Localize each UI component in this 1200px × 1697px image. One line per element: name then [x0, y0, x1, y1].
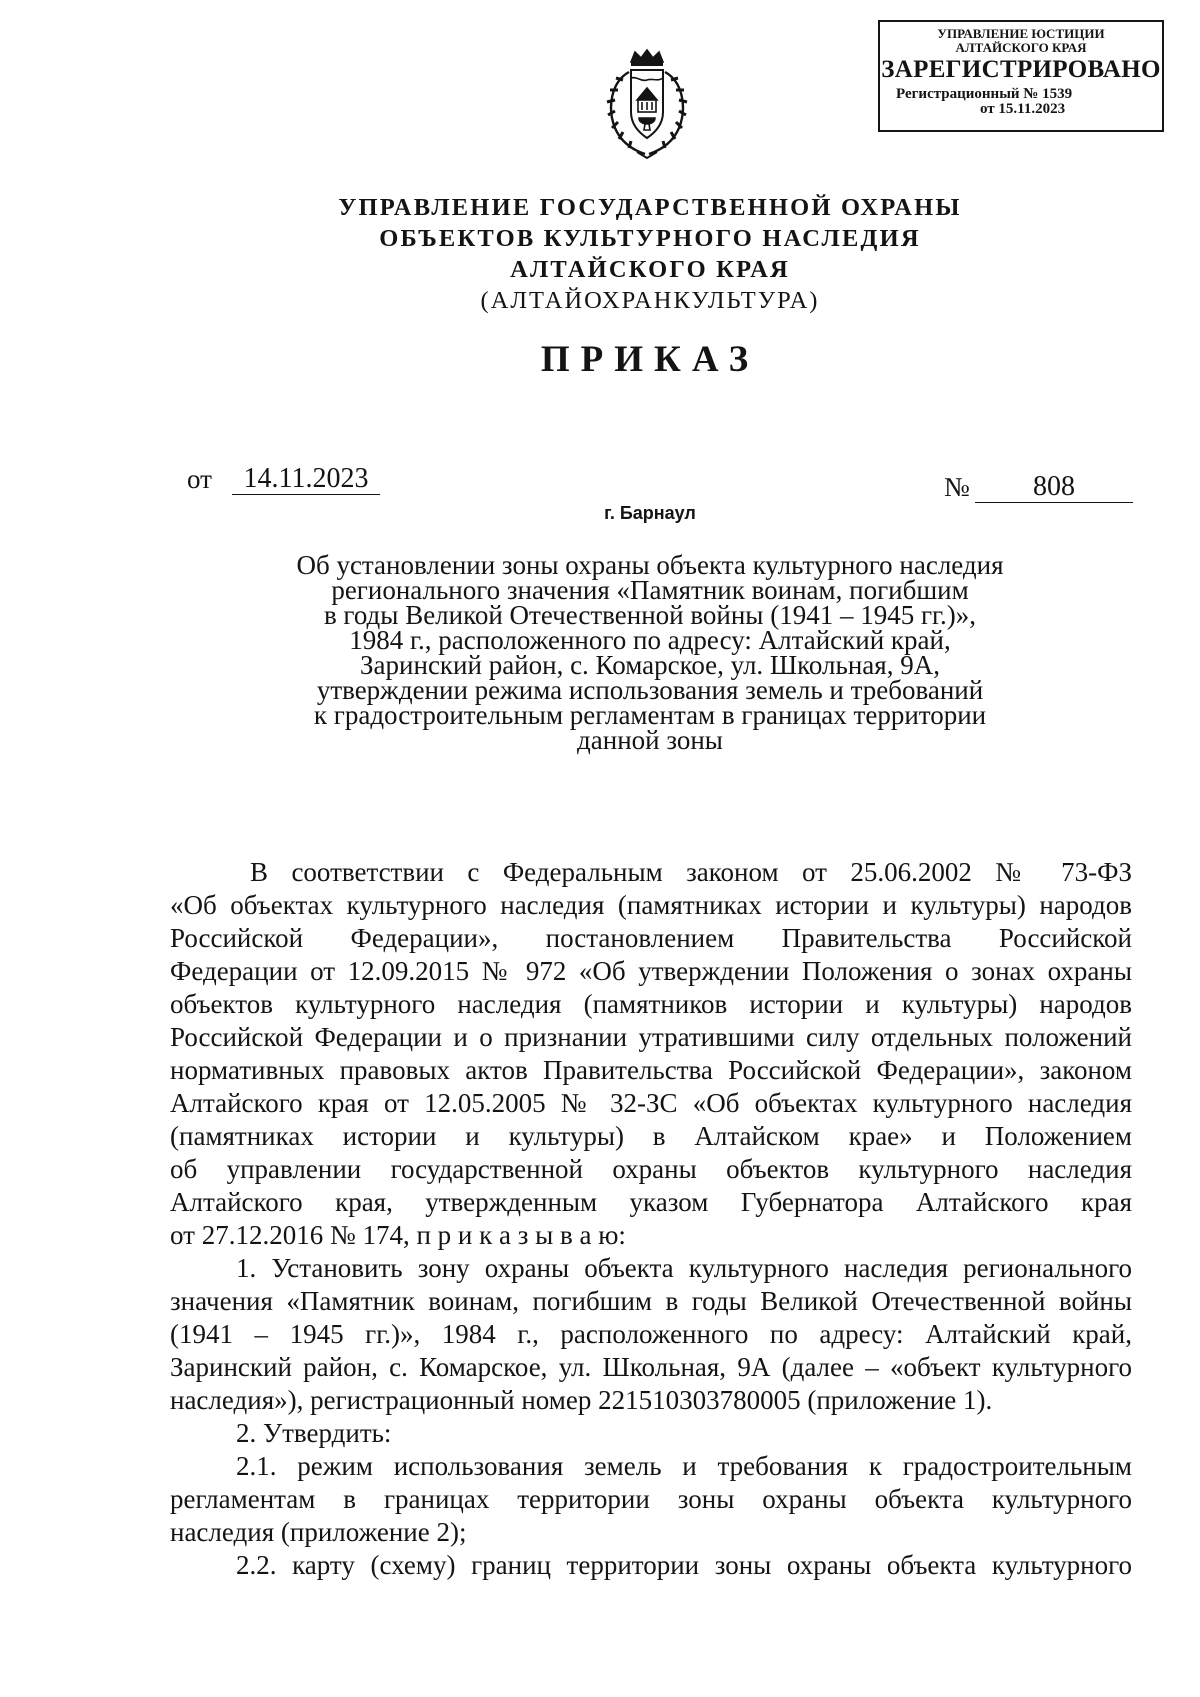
preamble-line: от 27.12.2016 № 174, п р и к а з ы в а ю:: [170, 1220, 626, 1250]
subject-line: 1984 г., расположенного по адресу: Алтайский край,: [349, 625, 951, 655]
subject-line: регионального значения «Памятник воинам, погибшим: [331, 575, 969, 605]
stamp-org-line2: АЛТАЙСКОГО КРАЯ: [955, 39, 1087, 55]
preamble-line: «Об объектах культурного наследия (памятниках истории и культуры) народов: [170, 890, 1132, 920]
order-subject: [200, 550, 1100, 755]
preamble-line: Алтайского края от 12.05.2005 № 32-ЗС «Об объектах культурного наследия: [170, 1088, 1132, 1118]
stamp-reg-number: Регистрационный № 1539: [896, 85, 1073, 102]
registration-stamp: [878, 20, 1164, 132]
preamble-line: В соответствии с Федеральным законом от 25.06.2002 № 73-ФЗ: [250, 857, 1132, 887]
preamble-line: Алтайского края, утвержденным указом Губернатора Алтайского края: [170, 1187, 1132, 1217]
subject-line: Заринский район, с. Комарское, ул. Школьная, 9А,: [360, 650, 940, 680]
preamble-line: Российской Федерации», постановлением Правительства Российской: [170, 923, 1132, 953]
org-line2: ОБЪЕКТОВ КУЛЬТУРНОГО НАСЛЕДИЯ: [379, 225, 921, 252]
item-1-line: 1. Установить зону охраны объекта культурного наследия регионального: [236, 1253, 1132, 1283]
subject-line: к градостроительным регламентам в границах территории: [313, 700, 987, 730]
order-date: 14.11.2023: [232, 464, 380, 495]
date-label: от: [187, 464, 212, 494]
preamble-line: нормативных правовых актов Правительства Российской Федерации», законом: [170, 1055, 1132, 1085]
item-1-line: наследия»), регистрационный номер 221510303780005 (приложение 1).: [170, 1385, 993, 1415]
stamp-status: ЗАРЕГИСТРИРОВАНО: [881, 56, 1161, 84]
org-short-name: (АЛТАЙОХРАНКУЛЬТУРА): [480, 287, 820, 314]
organization-header: [250, 192, 1050, 316]
preamble-line: Федерации от 12.09.2015 № 972 «Об утверждении Положения о зонах охраны: [170, 956, 1132, 986]
subject-line: утверждении режима использования земель и требований: [316, 675, 984, 705]
item-2-1-line: 2.1. режим использования земель и требования к градостроительным: [236, 1451, 1132, 1481]
item-2-1-line: наследия (приложение 2);: [170, 1517, 467, 1547]
number-label: №: [944, 472, 970, 502]
preamble-line: объектов культурного наследия (памятников истории и культуры) народов: [170, 989, 1132, 1019]
order-body: [170, 856, 1132, 1582]
item-2-line: 2. Утвердить:: [236, 1418, 392, 1448]
preamble-line: Российской Федерации и о признании утратившими силу отдельных положений: [170, 1022, 1132, 1052]
item-2-2-line: 2.2. карту (схему) границ территории зоны охраны объекта культурного: [236, 1550, 1132, 1580]
subject-line: Об установлении зоны охраны объекта культурного наследия: [296, 550, 1004, 580]
stamp-org-line1: УПРАВЛЕНИЕ ЮСТИЦИИ: [937, 26, 1105, 41]
item-2-1-line: регламентам в границах территории зоны охраны объекта культурного: [170, 1484, 1132, 1514]
order-number: 808: [975, 472, 1133, 503]
coat-of-arms-icon: [601, 48, 693, 160]
item-1-line: значения «Памятник воинам, погибшим в годы Великой Отечественной войны: [170, 1286, 1132, 1316]
item-1-line: Заринский район, с. Комарское, ул. Школьная, 9А (далее – «объект культурного: [170, 1352, 1132, 1382]
org-line1: УПРАВЛЕНИЕ ГОСУДАРСТВЕННОЙ ОХРАНЫ: [338, 194, 962, 221]
org-line3: АЛТАЙСКОГО КРАЯ: [510, 256, 790, 283]
preamble-line: (памятниках истории и культуры) в Алтайском крае» и Положением: [170, 1121, 1132, 1151]
item-1-line: (1941 – 1945 гг.)», 1984 г., расположенного по адресу: Алтайский край,: [170, 1319, 1132, 1349]
document-type-title: ПРИКАЗ: [540, 339, 760, 380]
stamp-reg-date: от 15.11.2023: [980, 101, 1066, 118]
subject-line: данной зоны: [577, 725, 723, 755]
preamble-line: об управлении государственной охраны объектов культурного наследия: [170, 1154, 1132, 1184]
city: г. Барнаул: [604, 503, 696, 523]
subject-line: в годы Великой Отечественной войны (1941 – 1945 гг.)»,: [323, 600, 977, 630]
